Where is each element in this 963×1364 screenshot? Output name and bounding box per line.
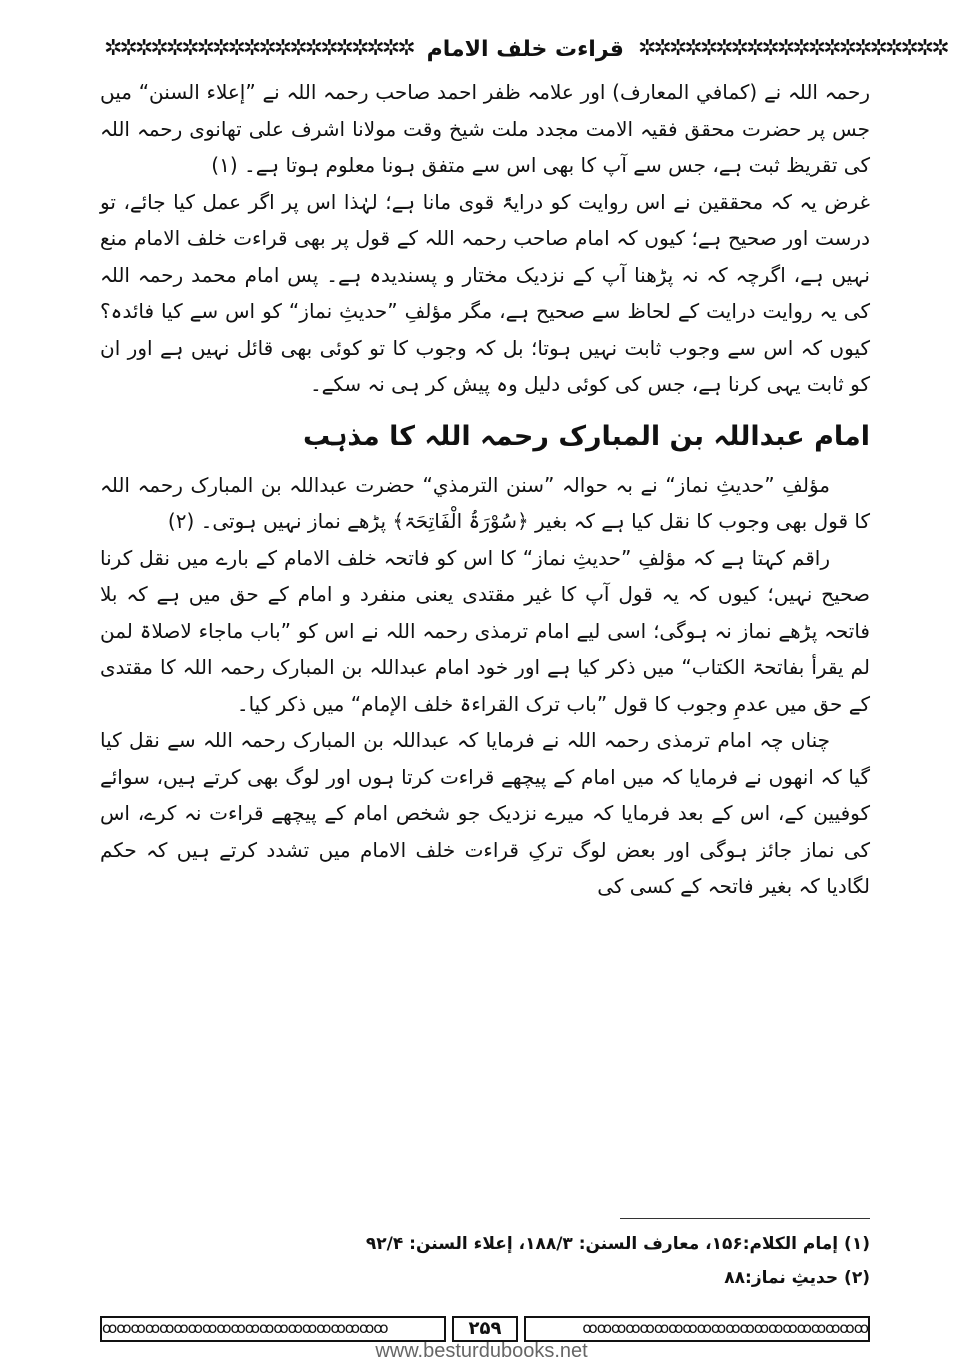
footer-ornament-left: ꝏꝏꝏꝏꝏꝏꝏꝏꝏꝏꝏꝏꝏꝏꝏꝏꝏꝏꝏꝏ [100, 1316, 446, 1342]
paragraph-3: مؤلفِ ”حدیثِ نماز“ نے بہ حوالہ ”سنن الترمذي“ حضرت عبداللہ بن المبارک رحمہ اللہ کا قول بھی وجوب کا نقل کیا ہے کہ بغیر ﴿سُوْرَۃُ الْفَاتِحَۃ﴾ پڑھے نماز نہیں ہوتی۔ (۲) [100, 472, 870, 533]
paragraph-4: راقم کہتا ہے کہ مؤلفِ ”حدیثِ نماز“ کا اس کو فاتحہ خلف الامام کے بارے میں نقل کرنا صحیح نہیں؛ کیوں کہ یہ قول آپ کا غیر مقتدی یعنی منفرد و امام کے حق میں ہے کہ بلا فاتحہ پڑھے نماز نہ ہوگی؛ اسی لیے امام ترمذی رحمہ اللہ نے اس کو ”باب ماجاء لاصلاۃ لمن لم یقرأ بفاتحۃ الکتاب“ میں ذکر کیا ہے اور خود امام عبداللہ بن المبارک رحمہ اللہ کا مقتدی کے حق میں عدمِ وجوب کا قول ”باب ترک القراءۃ خلف الإمام“ میں ذکر کیا۔ [100, 545, 870, 716]
paragraph-1: رحمہ اللہ نے (کمافي المعارف) اور علامہ ظفر احمد صاحب رحمہ اللہ نے ”إعلاء السنن“ میں جس پر حضرت محقق فقیہ الامت مجدد ملت شیخ وقت مولانا اشرف علی تھانوی رحمہ اللہ کی تقریظ ثبت ہے، جس سے آپ کا بھی اس سے متفق ہونا معلوم ہوتا ہے۔ (۱) [100, 80, 870, 177]
section-heading: امام عبداللہ بن المبارک رحمہ اللہ کا مذہب [303, 420, 870, 452]
footer-ornament-right: ꝏꝏꝏꝏꝏꝏꝏꝏꝏꝏꝏꝏꝏꝏꝏꝏꝏꝏꝏꝏ [524, 1316, 870, 1342]
footnotes [100, 1218, 870, 1295]
footnote-divider [620, 1218, 870, 1219]
main-text [100, 74, 870, 905]
footnote-2: (۲) حدیثِ نماز:۸۸ [724, 1268, 870, 1288]
page-header [104, 28, 947, 70]
watermark-url: www.besturdubooks.net [375, 1340, 588, 1362]
header-ornament-left: ✲✲✲✲✲✲✲✲✲✲✲✲✲✲✲✲✲✲✲✲ [104, 36, 413, 61]
paragraph-2: غرض یہ کہ محققین نے اس روایت کو درایۃً قوی مانا ہے؛ لہٰذا اس پر اگر عمل کیا جائے، تو درست اور صحیح ہے؛ کیوں کہ امام صاحب رحمہ اللہ کے قول پر بھی قراءت خلف الامام منع نہیں ہے، اگرچہ کہ نہ پڑھنا آپ کے نزدیک مختار و پسندیدہ ہے۔ پس امام محمد رحمہ اللہ کی یہ روایت درایت کے لحاظ سے صحیح ہے، مگر مؤلفِ ”حدیثِ نماز“ کو اس سے کیا فائدہ؟ کیوں کہ اس سے وجوب ثابت نہیں ہوتا؛ بل کہ وجوب کا تو کوئی بھی قائل نہیں ہے اور ان کو ثابت یہی کرنا ہے، جس کی کوئی دلیل وہ پیش کر ہی نہ سکے۔ [100, 189, 870, 396]
footnote-1: (۱) إمام الکلام:۱۵۶، معارف السنن: ۱۸۸/۳، إعلاء السنن: ۹۲/۴ [365, 1234, 870, 1254]
page-footer [100, 1316, 870, 1342]
running-title: قراءت خلف الامام [426, 36, 624, 62]
paragraph-5: چناں چہ امام ترمذی رحمہ اللہ نے فرمایا کہ عبداللہ بن المبارک رحمہ اللہ سے نقل کیا گیا کہ انھوں نے فرمایا کہ میں امام کے پیچھے قراءت کرتا ہوں اور لوگ بھی کرتے ہیں، سوائے کوفیین کے، اس کے بعد فرمایا کہ میرے نزدیک جو شخص امام کے پیچھے قراءت نہ کرے، اس کی نماز جائز ہوگی اور بعض لوگ ترکِ قراءت خلف الامام میں تشدد کرتے ہیں کہ حکم لگادیا کہ بغیر فاتحہ کے کسی کی [100, 728, 870, 898]
page-number: ۲۵۹ [452, 1316, 518, 1342]
header-ornament-right: ✲✲✲✲✲✲✲✲✲✲✲✲✲✲✲✲✲✲✲✲ [637, 36, 947, 61]
